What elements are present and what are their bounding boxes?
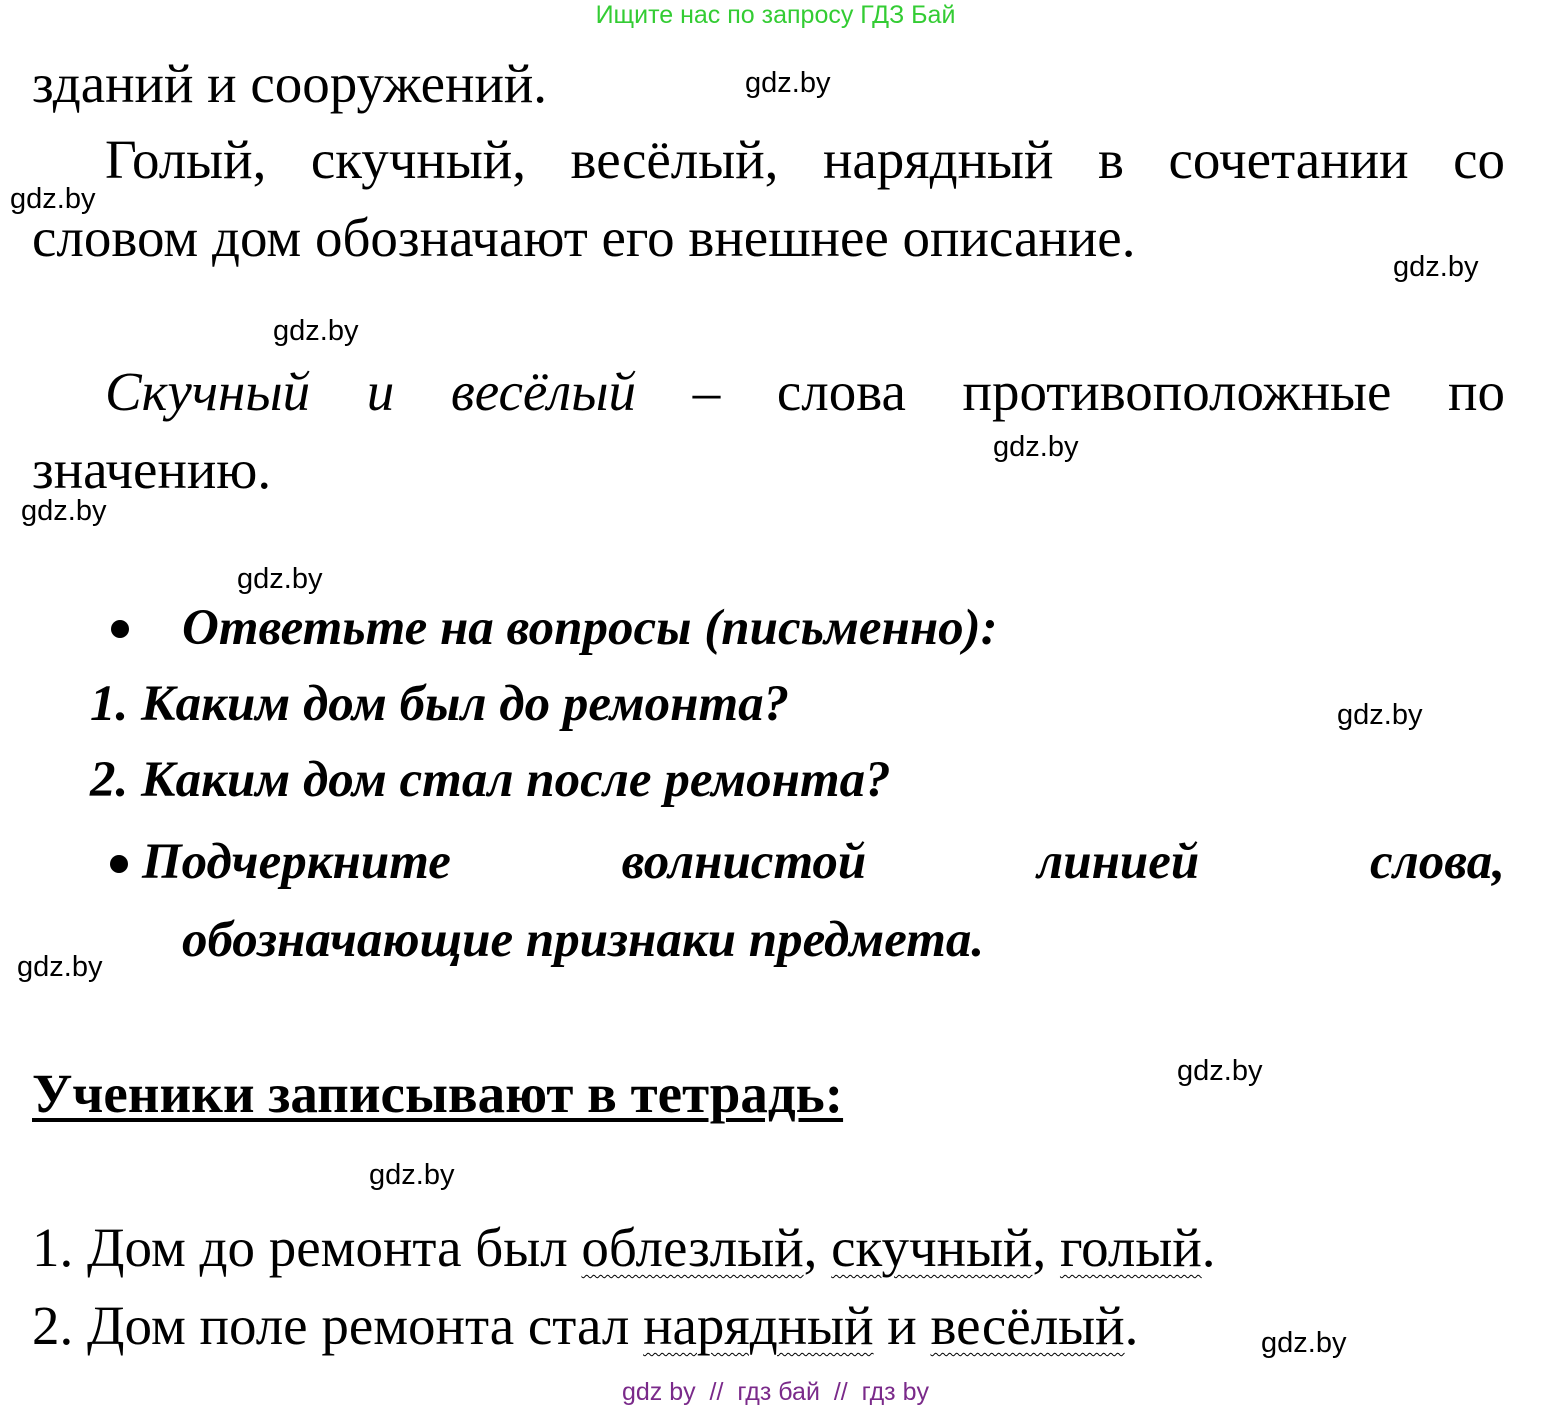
answer-text: 1. Дом до ремонта был bbox=[32, 1217, 582, 1278]
watermark: gdz.by bbox=[17, 951, 103, 983]
wavy-underlined-word: скучный bbox=[831, 1217, 1033, 1278]
wavy-underlined-word: весёлый bbox=[930, 1295, 1125, 1356]
watermark: gdz.by bbox=[237, 563, 323, 595]
watermark: gdz.by bbox=[21, 495, 107, 527]
watermark: gdz.by bbox=[745, 67, 831, 99]
question-2: 2. Каким дом стал после ремонта? bbox=[90, 752, 891, 808]
wavy-underlined-word: голый bbox=[1059, 1217, 1202, 1278]
italic-word: Скучный bbox=[105, 361, 311, 422]
word: в bbox=[1097, 129, 1124, 190]
word: противоположные bbox=[962, 361, 1392, 422]
word: сочетании bbox=[1168, 129, 1409, 190]
watermark: gdz.by bbox=[1393, 251, 1479, 283]
answer-text: 2. Дом поле ремонта стал bbox=[32, 1295, 644, 1356]
answer-text: . bbox=[1124, 1295, 1139, 1356]
watermark: gdz.by bbox=[1337, 699, 1423, 731]
answer-text: . bbox=[1201, 1217, 1216, 1278]
paragraph-appearance-line2: словом дом обозначают его внешнее описание. bbox=[32, 207, 1136, 268]
word: Голый, bbox=[105, 129, 267, 190]
watermark: gdz.by bbox=[369, 1159, 455, 1191]
notebook-heading: Ученики записывают в тетрадь: bbox=[32, 1063, 844, 1124]
word: слова, bbox=[1370, 834, 1505, 890]
text-line-buildings: зданий и сооружений. bbox=[32, 53, 548, 114]
answer-text: , bbox=[1032, 1217, 1060, 1278]
word: весёлый, bbox=[570, 129, 779, 190]
word: волнистой bbox=[621, 834, 867, 890]
footer-text: gdz by // гдз бай // гдз by bbox=[621, 1378, 929, 1406]
word: со bbox=[1453, 129, 1505, 190]
answer-text: и bbox=[873, 1295, 931, 1356]
watermark: gdz.by bbox=[273, 315, 359, 347]
task-answer-questions: Ответьте на вопросы (письменно): bbox=[182, 600, 998, 656]
watermark: gdz.by bbox=[1261, 1327, 1347, 1359]
watermark: gdz.by bbox=[1177, 1055, 1263, 1087]
word: нарядный bbox=[822, 129, 1054, 190]
bullet-icon bbox=[110, 855, 128, 878]
italic-word: весёлый bbox=[450, 361, 637, 422]
watermark: gdz.by bbox=[10, 183, 96, 215]
watermark: gdz.by bbox=[993, 431, 1079, 463]
paragraph-antonyms-line2: значению. bbox=[32, 439, 272, 500]
word: слова bbox=[776, 361, 906, 422]
italic-word: и bbox=[366, 361, 395, 422]
wavy-underlined-word: облезлый bbox=[581, 1217, 804, 1278]
task-underline-line1 bbox=[142, 832, 1505, 892]
wavy-underlined-word: нарядный bbox=[643, 1295, 874, 1356]
paragraph-antonyms-line1 bbox=[105, 360, 1505, 424]
answer-1 bbox=[32, 1216, 1216, 1280]
task-underline-line2: обозначающие признаки предмета. bbox=[182, 912, 985, 968]
answer-2 bbox=[32, 1294, 1138, 1358]
top-banner bbox=[0, 0, 1551, 32]
banner-text: Ищите нас по запросу ГДЗ Бай bbox=[595, 1, 956, 29]
bullet-icon bbox=[111, 620, 129, 643]
answer-text: , bbox=[803, 1217, 832, 1278]
word: по bbox=[1448, 361, 1505, 422]
word: Подчеркните bbox=[142, 834, 451, 890]
word: скучный, bbox=[310, 129, 526, 190]
paragraph-appearance-line1 bbox=[105, 128, 1505, 192]
word: – bbox=[692, 361, 721, 422]
footer bbox=[0, 1377, 1551, 1409]
question-1: 1. Каким дом был до ремонта? bbox=[90, 676, 790, 732]
word: линией bbox=[1037, 834, 1200, 890]
